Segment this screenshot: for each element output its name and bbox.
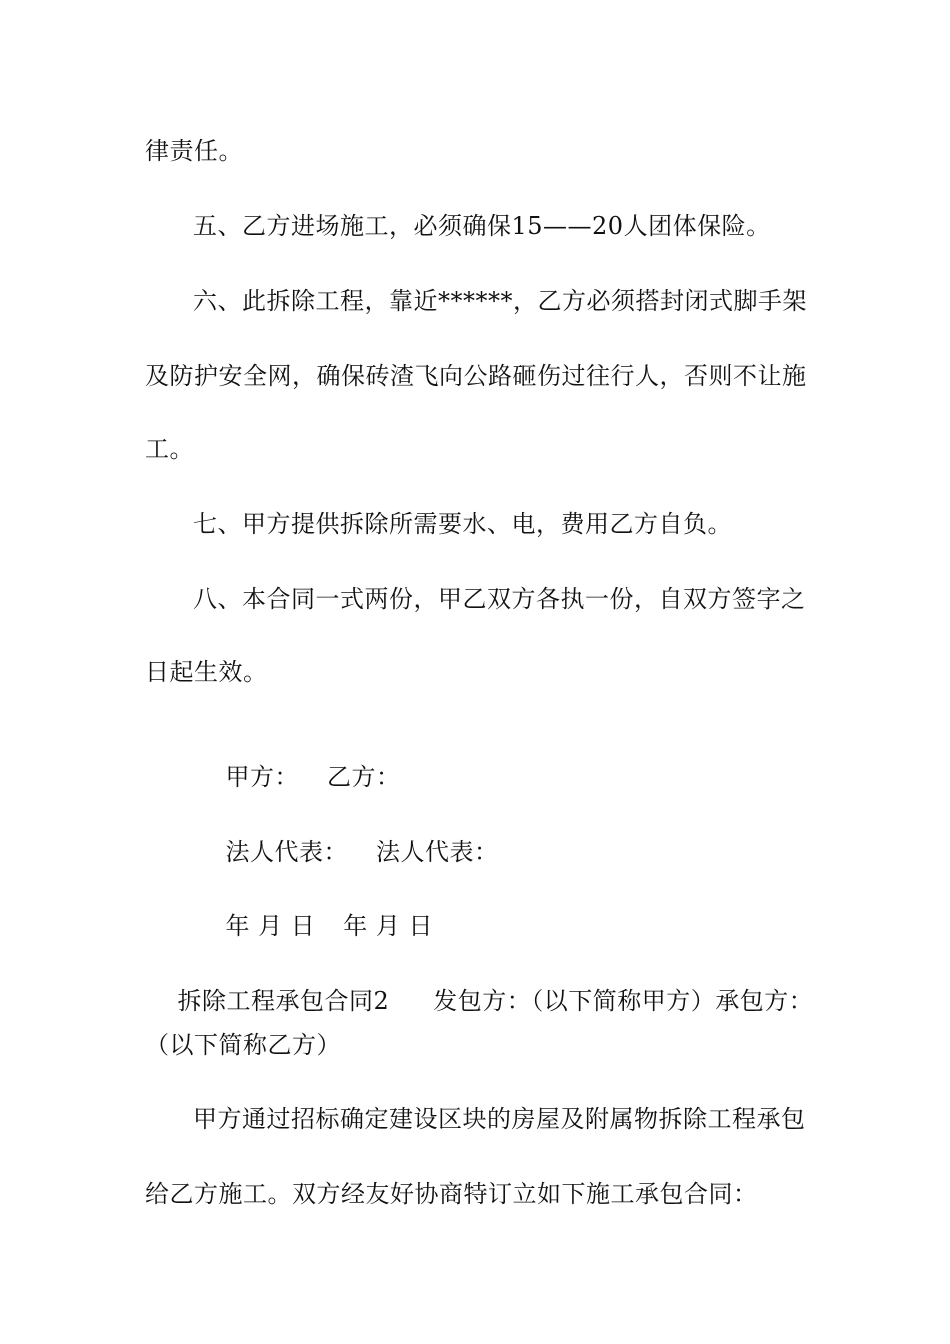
clause-six: 六、此拆除工程，靠近******，乙方必须搭封闭式脚手架 — [193, 287, 807, 315]
legal-rep-a-label: 法人代表： — [225, 838, 349, 866]
second-contract-body: 给乙方施工。双方经友好协商特订立如下施工承包合同： — [145, 1180, 758, 1208]
clause-five: 五、乙方进场施工，必须确保15——20人团体保险。 — [193, 212, 771, 240]
party-b-label: 乙方： — [327, 763, 401, 791]
clause-eight: 八、本合同一式两份，甲乙双方各执一份，自双方签字之 — [193, 585, 806, 613]
date-a-label: 年 月 日 — [225, 912, 316, 940]
party-a-label: 甲方： — [225, 763, 300, 791]
second-contract-title: 拆除工程承包合同2 — [177, 987, 390, 1015]
legal-rep-b-label: 法人代表： — [376, 838, 499, 866]
second-contract-header-cont: （以下简称乙方） — [145, 1031, 341, 1059]
paragraph-line: 工。 — [145, 435, 194, 463]
clause-seven: 七、甲方提供拆除所需要水、电，费用乙方自负。 — [193, 510, 732, 538]
paragraph-line: 日起生效。 — [145, 658, 268, 686]
second-contract-body: 甲方通过招标确定建设区块的房屋及附属物拆除工程承包 — [193, 1105, 806, 1133]
paragraph-line: 及防护安全网，确保砖渣飞向公路砸伤过往行人，否则不让施 — [145, 362, 807, 390]
paragraph-line: 律责任。 — [145, 137, 243, 165]
second-contract-parties: 发包方：（以下简称甲方）承包方： — [433, 987, 814, 1015]
date-b-label: 年 月 日 — [343, 912, 434, 940]
